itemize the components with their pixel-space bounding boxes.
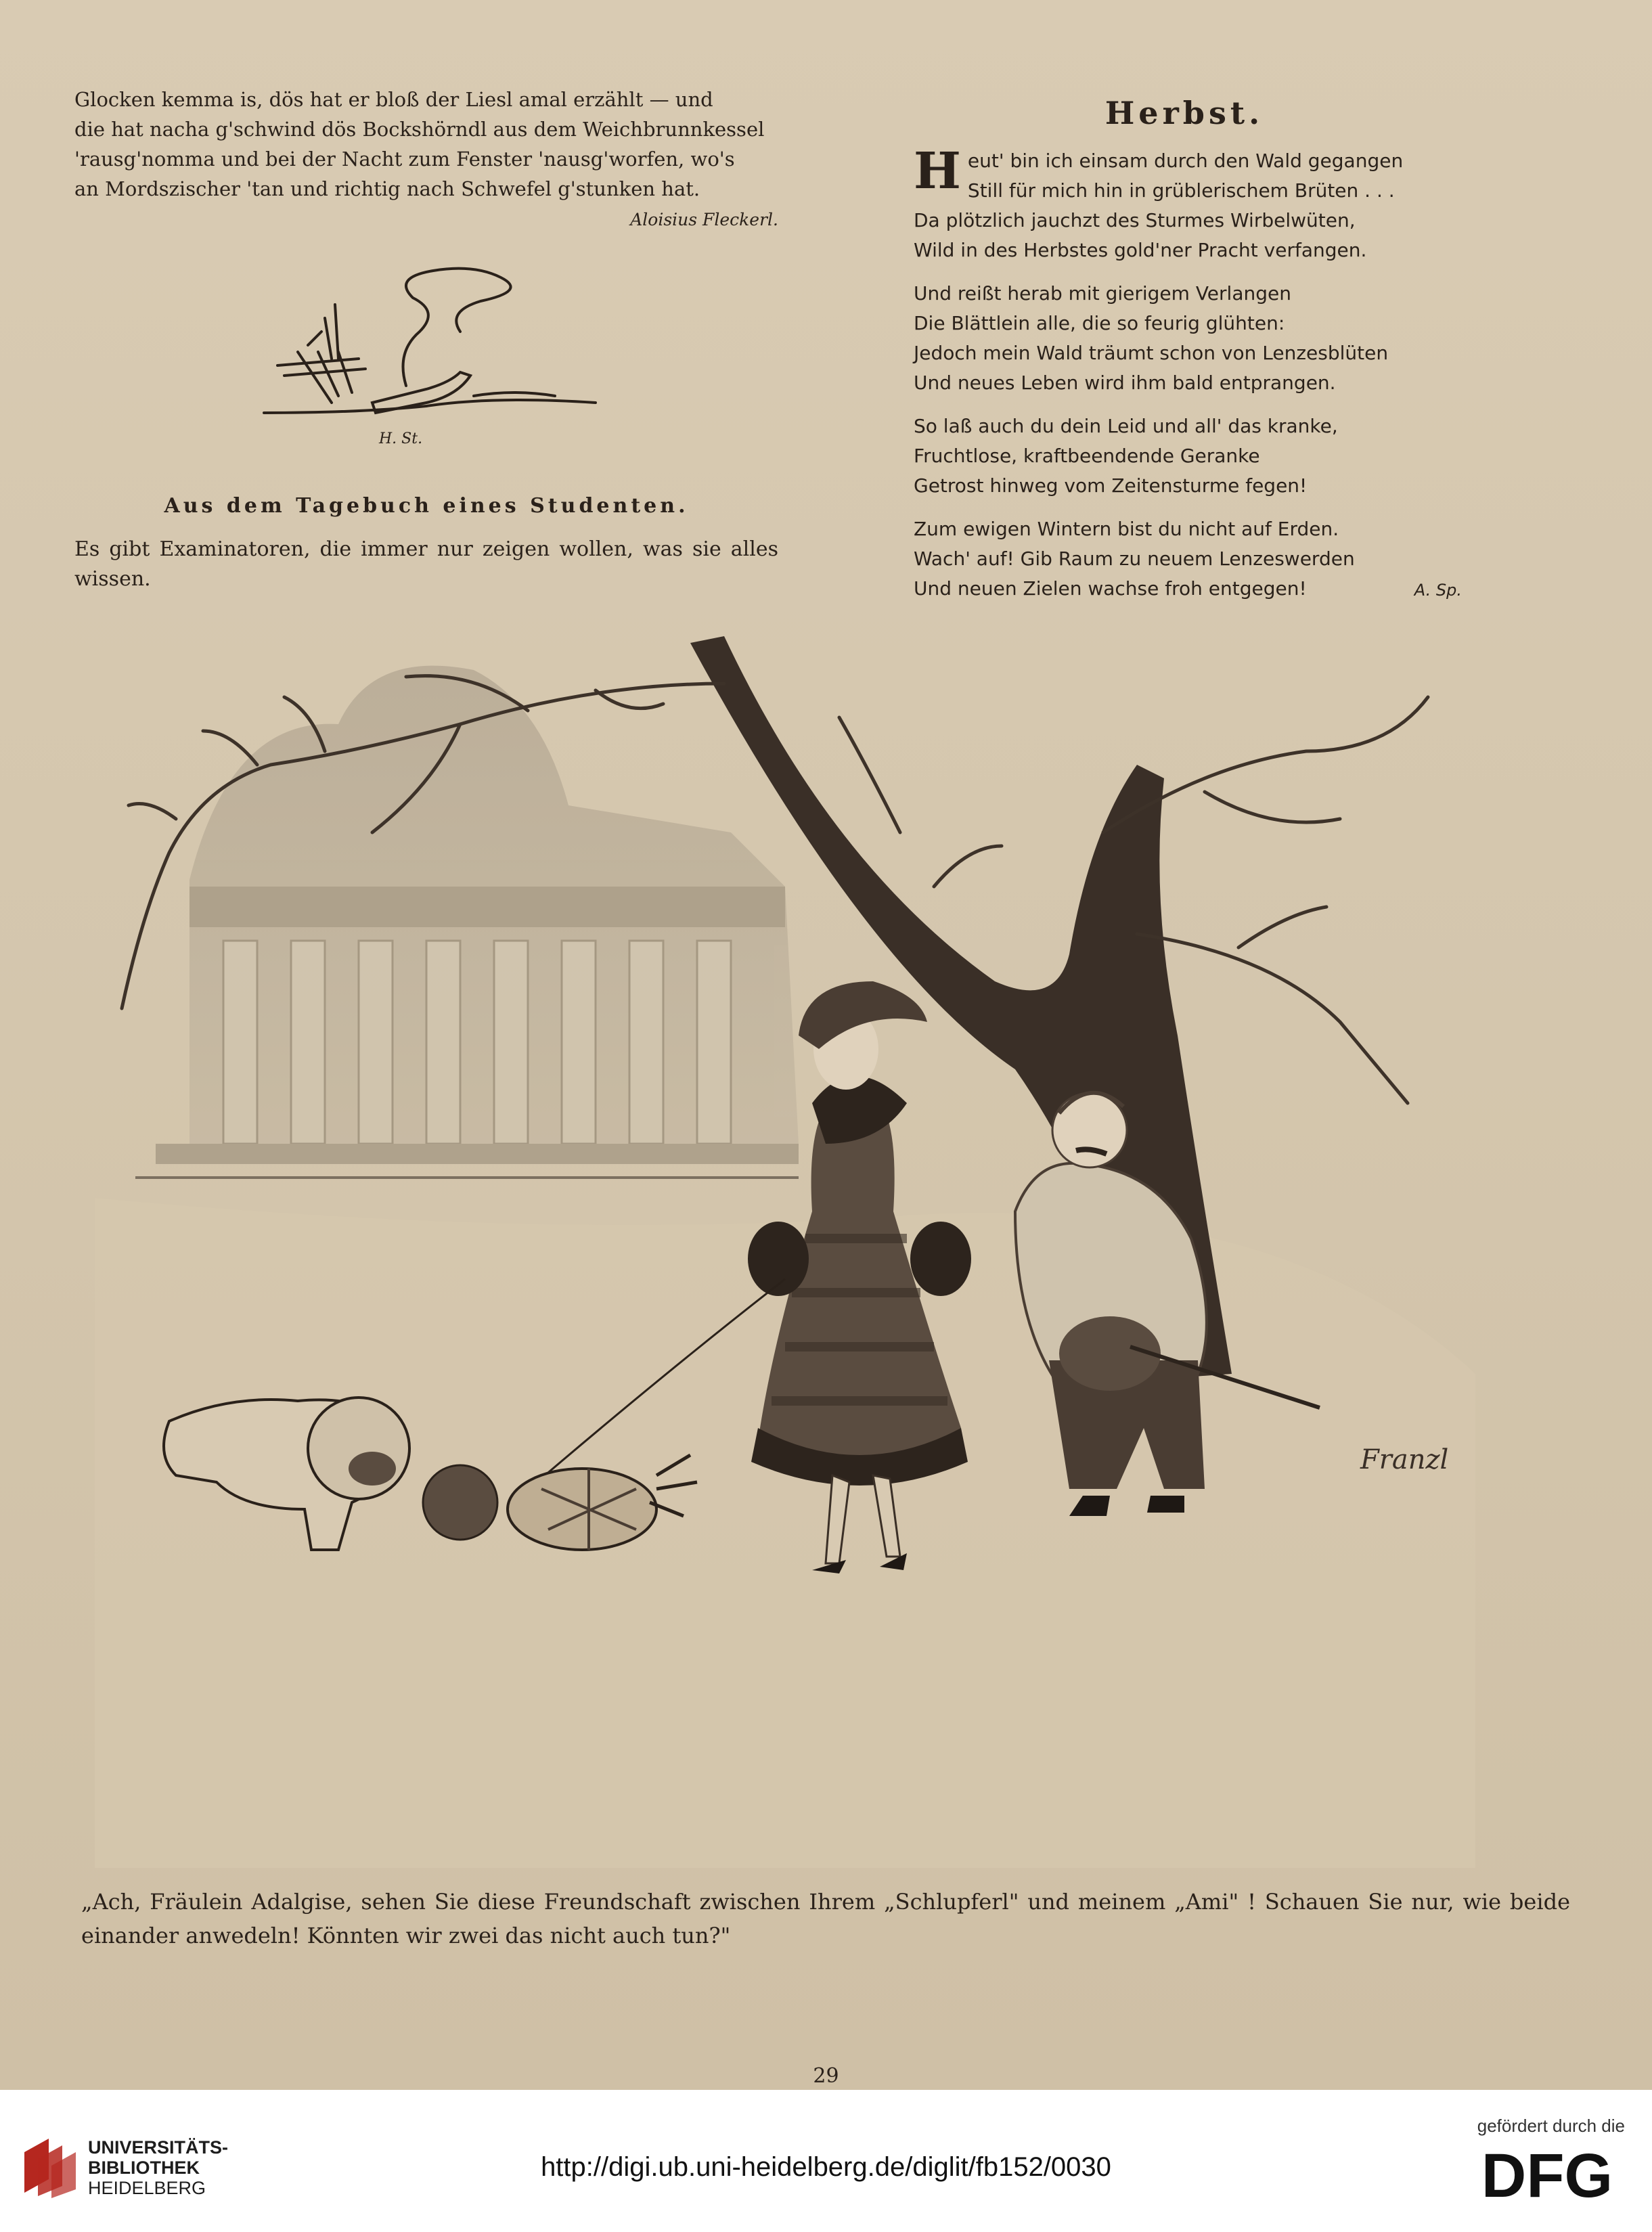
library-line-1: UNIVERSITÄTS- xyxy=(88,2137,229,2158)
library-line-3: HEIDELBERG xyxy=(88,2178,206,2198)
artist-signature: Franzl xyxy=(1360,1444,1449,1475)
poem-stanza-1 xyxy=(914,142,1455,265)
poem-signature: A. Sp. xyxy=(1414,581,1462,600)
poem-line: So laß auch du dein Leid und all' das kranke, xyxy=(914,415,1338,437)
left-line-4: an Mordszischer 'tan und richtig nach Schwefel g'stunken hat. xyxy=(74,177,700,200)
poem-line: Still für mich hin in grüblerischem Brüten . . . xyxy=(967,179,1395,202)
poem-dropcap: H xyxy=(914,142,961,200)
poem-title: Herbst. xyxy=(1104,95,1264,131)
poem-line: Und reißt herab mit gierigem Verlangen xyxy=(914,282,1291,305)
park-couple-illustration xyxy=(54,629,1597,1868)
left-line-2: die hat nacha g'schwind dös Bockshörndl aus dem Weichbrunnkessel xyxy=(74,118,765,141)
left-line-3: 'rausg'nomma und bei der Nacht zum Fenster 'nausg'worfen, wo's xyxy=(74,148,735,171)
digitization-footer xyxy=(0,2090,1652,2232)
author-signature-fleckerl: Aloisius Fleckerl. xyxy=(630,210,778,229)
poem-line: Und neuen Zielen wachse froh entgegen! xyxy=(914,577,1307,600)
poem-line: eut' bin ich einsam durch den Wald gegangen xyxy=(967,150,1404,172)
poem-line: Fruchtlose, kraftbeendende Geranke xyxy=(914,445,1260,467)
poem-line: Und neues Leben wird ihm bald entprangen. xyxy=(914,372,1336,394)
permalink-url[interactable]: http://digi.ub.uni-heidelberg.de/diglit/fb152/0030 xyxy=(541,2152,1111,2182)
poem-line: Wach' auf! Gib Raum zu neuem Lenzeswerden xyxy=(914,548,1355,570)
illustration-caption: „Ach, Fräulein Adalgise, sehen Sie diese Freundschaft zwischen Ihrem „Schlupferl" und meinem „Ami" ! Schauen Sie nur, wie beide einander anwedeln! Könnten wir zwei das nicht auch tun?" xyxy=(81,1889,1570,1948)
poem-line: Jedoch mein Wald träumt schon von Lenzesblüten xyxy=(914,342,1389,364)
poem-line: Da plötzlich jauchzt des Sturmes Wirbelwüten, xyxy=(914,209,1356,231)
page-number: 29 xyxy=(813,2064,839,2088)
vignette-signature: H. St. xyxy=(379,430,423,447)
poem-line: Die Blättlein alle, die so feurig glühten: xyxy=(914,312,1285,334)
library-line-2: BIBLIOTHEK xyxy=(88,2158,200,2178)
poem-herbst xyxy=(914,95,1462,617)
dfg-logo-icon xyxy=(1469,2144,1625,2205)
poem-stanza-4 xyxy=(914,514,1462,604)
funded-by-text: gefördert durch die xyxy=(1477,2116,1625,2136)
left-line-1: Glocken kemma is, dös hat er bloß der Liesl amal erzählt — und xyxy=(74,88,713,111)
left-column-text xyxy=(74,85,778,235)
poem-stanza-2 xyxy=(914,279,1455,398)
poem-line: Zum ewigen Wintern bist du nicht auf Erden. xyxy=(914,518,1339,540)
poem-line: Getrost hinweg vom Zeitensturme fegen! xyxy=(914,474,1308,497)
poem-line: Wild in des Herbstes gold'ner Pracht verfangen. xyxy=(914,239,1367,261)
poem-stanza-3 xyxy=(914,411,1455,501)
dfg-logo-text: DFG xyxy=(1481,2144,1613,2205)
pipe-vignette-drawing xyxy=(257,250,609,447)
student-diary-text: Es gibt Examinatoren, die immer nur zeigen wollen, was sie alles wissen. xyxy=(74,537,778,591)
student-diary-heading: Aus dem Tagebuch eines Studenten. xyxy=(164,494,689,518)
